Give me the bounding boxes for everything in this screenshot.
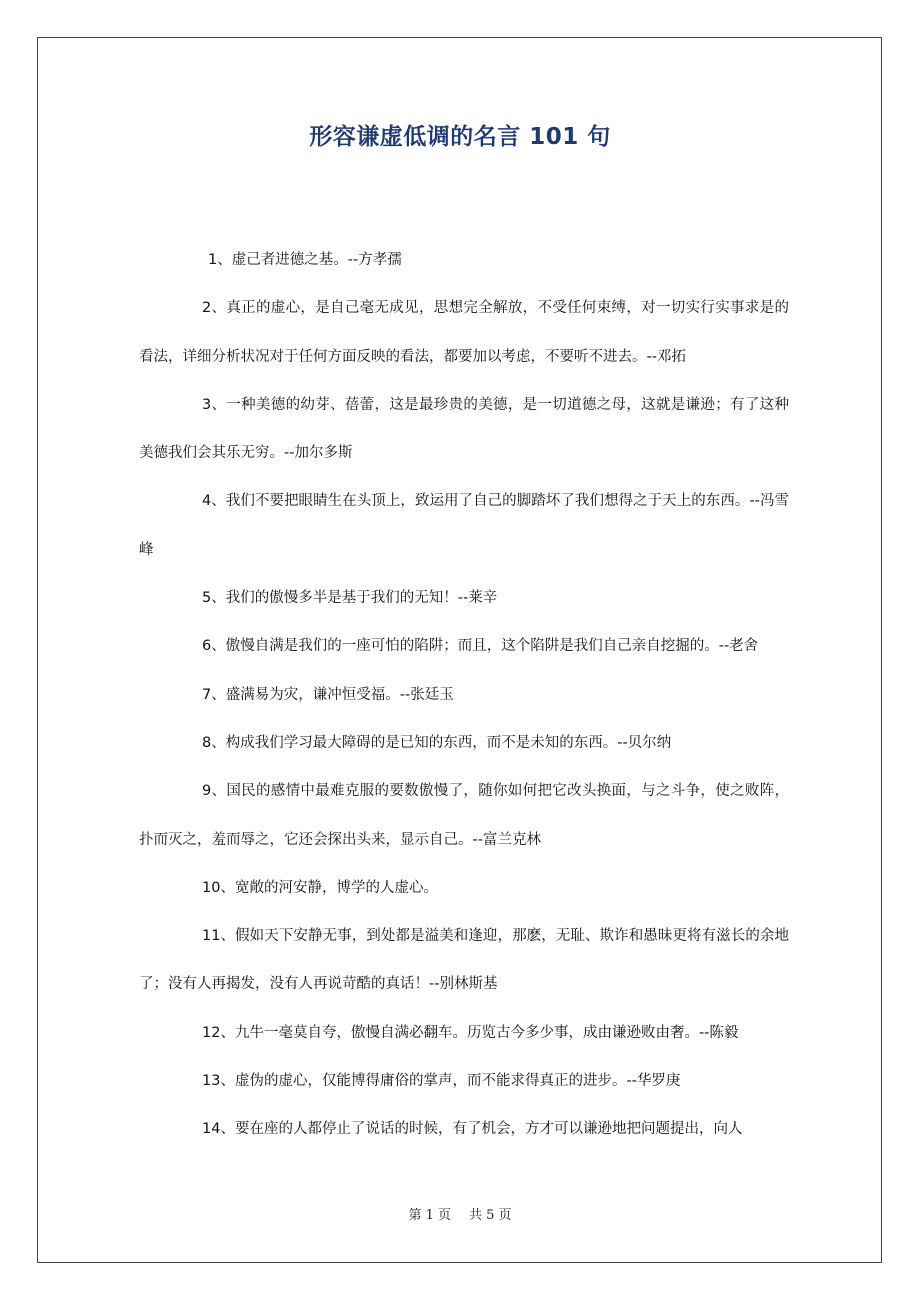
document-title: 形容谦虚低调的名言 101 句 — [309, 124, 611, 150]
quote-paragraph: 11、假如天下安静无事，到处都是溢美和逢迎，那麽，无耻、欺诈和愚昧更将有滋长的余地了；没有人再揭发，没有人再说苛酷的真话！--别林斯基 — [139, 928, 789, 993]
quote-paragraph: 14、要在座的人都停止了说话的时候，有了机会，方才可以谦逊地把问题提出，向人 — [202, 1121, 743, 1138]
quote-paragraph: 9、国民的感情中最难克服的要数傲慢了，随你如何把它改头换面，与之斗争，使之败阵，扑而灭之，羞而辱之，它还会探出头来，显示自己。--富兰克林 — [139, 783, 789, 848]
quote-paragraph: 4、我们不要把眼睛生在头顶上，致运用了自己的脚踏坏了我们想得之于天上的东西。--冯雪峰 — [139, 493, 789, 558]
quote-paragraph: 13、虚伪的虚心，仅能博得庸俗的掌声，而不能求得真正的进步。--华罗庚 — [202, 1073, 681, 1090]
document-body — [139, 236, 789, 1154]
quote-paragraph: 3、一种美德的幼芽、蓓蕾，这是最珍贵的美德，是一切道德之母，这就是谦逊；有了这种美德我们会其乐无穷。--加尔多斯 — [139, 396, 789, 462]
quote-paragraph: 7、盛满易为灾，谦冲恒受福。--张廷玉 — [202, 686, 454, 703]
page-footer — [0, 1206, 920, 1226]
page-number: 第 1 页 — [408, 1208, 451, 1223]
quote-paragraph: 1、虚己者进德之基。--方孝孺 — [208, 252, 402, 268]
page-total: 共 5 页 — [469, 1208, 512, 1223]
quote-paragraph: 10、宽敞的河安静，博学的人虚心。 — [202, 879, 438, 896]
quote-paragraph: 12、九牛一毫莫自夸，傲慢自满必翻车。历览古今多少事，成由谦逊败由奢。--陈毅 — [202, 1024, 739, 1041]
quote-paragraph: 8、构成我们学习最大障碍的是已知的东西，而不是未知的东西。--贝尔纳 — [202, 734, 672, 751]
quote-paragraph: 2、真正的虚心，是自己毫无成见，思想完全解放，不受任何束缚，对一切实行实事求是的看法，详细分析状况对于任何方面反映的看法，都要加以考虑，不要听不进去。--邓拓 — [139, 300, 789, 365]
quote-paragraph: 6、傲慢自满是我们的一座可怕的陷阱；而且，这个陷阱是我们自己亲自挖掘的。--老舍 — [202, 638, 759, 655]
quote-paragraph: 5、我们的傲慢多半是基于我们的无知！--莱辛 — [202, 590, 498, 607]
